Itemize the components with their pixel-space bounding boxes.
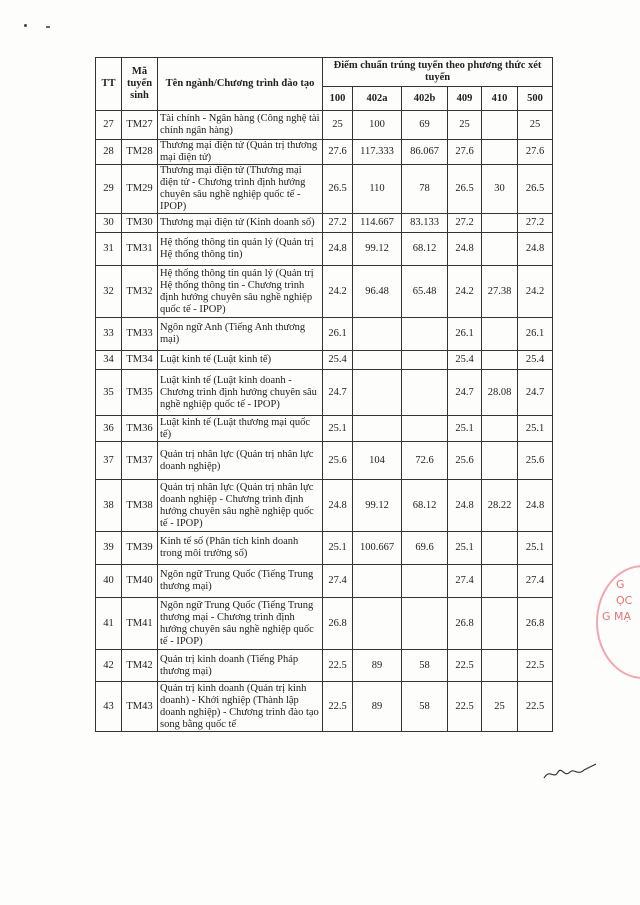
row-score-410: [482, 318, 518, 351]
row-code: TM39: [122, 532, 158, 565]
row-program-name: Kinh tế số (Phân tích kinh doanh trong môi trường số): [158, 532, 323, 565]
row-score-409: 27.6: [448, 140, 482, 165]
row-tt: 33: [96, 318, 122, 351]
row-code: TM36: [122, 416, 158, 442]
row-code: TM34: [122, 351, 158, 370]
row-score-500: 24.2: [518, 266, 553, 318]
row-tt: 40: [96, 565, 122, 598]
row-score-410: 28.22: [482, 480, 518, 532]
row-score-410: [482, 442, 518, 480]
table-row: [96, 565, 553, 598]
row-score-500: 25.1: [518, 416, 553, 442]
row-program-name: Ngôn ngữ Anh (Tiếng Anh thương mại): [158, 318, 323, 351]
row-score-100: 24.8: [323, 233, 353, 266]
row-score-402b: 69: [402, 111, 448, 140]
row-score-402a: 117.333: [353, 140, 402, 165]
table-row: [96, 480, 553, 532]
row-score-500: 26.8: [518, 598, 553, 650]
row-tt: 41: [96, 598, 122, 650]
row-score-410: [482, 214, 518, 233]
row-score-100: 25.1: [323, 532, 353, 565]
row-program-name: Ngôn ngữ Trung Quốc (Tiếng Trung thương mại - Chương trình định hướng chuyên sâu nghề nghiệp quốc tế - IPOP): [158, 598, 323, 650]
header-score-group: Điểm chuẩn trúng tuyển theo phương thức xét tuyển: [323, 58, 553, 87]
table-row: [96, 650, 553, 682]
row-score-409: 25: [448, 111, 482, 140]
row-score-500: 26.5: [518, 165, 553, 214]
row-score-402a: 96.48: [353, 266, 402, 318]
table-row: [96, 682, 553, 732]
header-method-409: 409: [448, 87, 482, 111]
row-score-402a: 89: [353, 682, 402, 732]
row-program-name: Tài chính - Ngân hàng (Công nghệ tài chính ngân hàng): [158, 111, 323, 140]
row-score-409: 24.8: [448, 480, 482, 532]
row-score-402b: 72.6: [402, 442, 448, 480]
row-score-100: 26.5: [323, 165, 353, 214]
row-score-402b: 78: [402, 165, 448, 214]
row-score-410: [482, 140, 518, 165]
row-score-410: [482, 416, 518, 442]
row-score-402a: 110: [353, 165, 402, 214]
row-score-402a: 114.667: [353, 214, 402, 233]
signature-initials: [540, 760, 600, 784]
row-code: TM28: [122, 140, 158, 165]
row-score-100: 25.4: [323, 351, 353, 370]
row-code: TM40: [122, 565, 158, 598]
table-row: [96, 233, 553, 266]
row-tt: 27: [96, 111, 122, 140]
row-code: TM31: [122, 233, 158, 266]
row-code: TM42: [122, 650, 158, 682]
header-tt: TT: [96, 58, 122, 111]
row-tt: 35: [96, 370, 122, 416]
row-score-500: 22.5: [518, 682, 553, 732]
row-score-402b: [402, 318, 448, 351]
row-tt: 43: [96, 682, 122, 732]
row-score-402b: [402, 351, 448, 370]
row-score-500: 25.4: [518, 351, 553, 370]
table-row: [96, 416, 553, 442]
row-score-402a: 99.12: [353, 480, 402, 532]
row-tt: 37: [96, 442, 122, 480]
row-score-500: 27.4: [518, 565, 553, 598]
header-method-402b: 402b: [402, 87, 448, 111]
row-score-402a: 99.12: [353, 233, 402, 266]
table-row: [96, 351, 553, 370]
official-stamp: [596, 565, 640, 675]
row-score-402b: 58: [402, 682, 448, 732]
row-tt: 29: [96, 165, 122, 214]
row-tt: 42: [96, 650, 122, 682]
row-score-409: 22.5: [448, 650, 482, 682]
row-score-402b: [402, 565, 448, 598]
header-method-410: 410: [482, 87, 518, 111]
row-score-402b: 65.48: [402, 266, 448, 318]
row-score-100: 27.2: [323, 214, 353, 233]
table-row: [96, 165, 553, 214]
stamp-text: G: [616, 578, 625, 591]
row-score-410: 25: [482, 682, 518, 732]
row-tt: 39: [96, 532, 122, 565]
stamp-text: ỌC: [616, 594, 633, 607]
row-score-500: 24.8: [518, 480, 553, 532]
row-score-402a: [353, 416, 402, 442]
row-score-410: 28.08: [482, 370, 518, 416]
row-score-100: 27.4: [323, 565, 353, 598]
row-score-409: 25.6: [448, 442, 482, 480]
row-program-name: Hệ thống thông tin quản lý (Quản trị Hệ thống thông tin): [158, 233, 323, 266]
row-score-409: 26.8: [448, 598, 482, 650]
row-program-name: Thương mại điện tử (Quản trị thương mại điện tử): [158, 140, 323, 165]
row-score-402a: [353, 370, 402, 416]
row-score-500: 25.1: [518, 532, 553, 565]
row-score-500: 24.7: [518, 370, 553, 416]
row-score-100: 25.1: [323, 416, 353, 442]
row-score-402b: 68.12: [402, 233, 448, 266]
row-score-100: 26.8: [323, 598, 353, 650]
row-score-409: 24.7: [448, 370, 482, 416]
header-name: Tên ngành/Chương trình đào tạo: [158, 58, 323, 111]
row-code: TM41: [122, 598, 158, 650]
row-code: TM30: [122, 214, 158, 233]
row-score-500: 25: [518, 111, 553, 140]
row-score-410: [482, 351, 518, 370]
row-tt: 32: [96, 266, 122, 318]
row-tt: 28: [96, 140, 122, 165]
row-tt: 31: [96, 233, 122, 266]
row-program-name: Quản trị nhân lực (Quản trị nhân lực doanh nghiệp - Chương trình định hướng chuyên sâu nghề nghiệp quốc tế - IPOP): [158, 480, 323, 532]
row-score-410: [482, 650, 518, 682]
row-program-name: Luật kinh tế (Luật thương mại quốc tế): [158, 416, 323, 442]
row-score-410: [482, 532, 518, 565]
row-code: TM27: [122, 111, 158, 140]
row-score-409: 25.4: [448, 351, 482, 370]
row-score-402a: 89: [353, 650, 402, 682]
row-score-402a: [353, 318, 402, 351]
row-score-500: 26.1: [518, 318, 553, 351]
stamp-text: G MẠ: [602, 610, 632, 623]
row-score-100: 24.8: [323, 480, 353, 532]
row-score-100: 25: [323, 111, 353, 140]
row-program-name: Hệ thống thông tin quản lý (Quản trị Hệ thống thông tin - Chương trình định hướng chuyên sâu nghề nghiệp quốc tế - IPOP): [158, 266, 323, 318]
header-method-500: 500: [518, 87, 553, 111]
row-score-410: [482, 565, 518, 598]
table-row: [96, 318, 553, 351]
row-score-402b: [402, 416, 448, 442]
row-score-402a: [353, 565, 402, 598]
row-score-402a: [353, 351, 402, 370]
row-score-409: 26.5: [448, 165, 482, 214]
row-score-100: 22.5: [323, 682, 353, 732]
table-row: [96, 598, 553, 650]
row-score-409: 25.1: [448, 532, 482, 565]
row-score-100: 25.6: [323, 442, 353, 480]
row-score-500: 25.6: [518, 442, 553, 480]
header-method-100: 100: [323, 87, 353, 111]
row-score-402b: 58: [402, 650, 448, 682]
row-program-name: Thương mại điện tử (Kinh doanh số): [158, 214, 323, 233]
row-score-402a: 100.667: [353, 532, 402, 565]
row-score-409: 27.4: [448, 565, 482, 598]
row-tt: 30: [96, 214, 122, 233]
row-score-100: 27.6: [323, 140, 353, 165]
row-score-500: 27.6: [518, 140, 553, 165]
speck-mark: [24, 24, 27, 27]
row-score-409: 24.2: [448, 266, 482, 318]
row-program-name: Quản trị kinh doanh (Tiếng Pháp thương mại): [158, 650, 323, 682]
admission-scores-table: [95, 57, 553, 732]
row-score-100: 24.7: [323, 370, 353, 416]
row-score-409: 27.2: [448, 214, 482, 233]
row-score-402b: [402, 370, 448, 416]
row-tt: 34: [96, 351, 122, 370]
row-score-410: 30: [482, 165, 518, 214]
row-tt: 36: [96, 416, 122, 442]
row-score-402a: 100: [353, 111, 402, 140]
header-code: Mã tuyển sinh: [122, 58, 158, 111]
row-score-410: [482, 233, 518, 266]
table-row: [96, 532, 553, 565]
row-score-402b: 69.6: [402, 532, 448, 565]
row-score-500: 27.2: [518, 214, 553, 233]
table-row: [96, 442, 553, 480]
table-row: [96, 214, 553, 233]
row-score-402b: 86.067: [402, 140, 448, 165]
row-score-409: 26.1: [448, 318, 482, 351]
row-score-100: 24.2: [323, 266, 353, 318]
row-score-402a: [353, 598, 402, 650]
row-code: TM37: [122, 442, 158, 480]
row-score-410: [482, 598, 518, 650]
row-code: TM32: [122, 266, 158, 318]
row-program-name: Luật kinh tế (Luật kinh tế): [158, 351, 323, 370]
row-code: TM33: [122, 318, 158, 351]
row-code: TM29: [122, 165, 158, 214]
row-code: TM43: [122, 682, 158, 732]
row-code: TM38: [122, 480, 158, 532]
row-tt: 38: [96, 480, 122, 532]
row-score-402a: 104: [353, 442, 402, 480]
row-program-name: Quản trị kinh doanh (Quản trị kinh doanh) - Khởi nghiệp (Thành lập doanh nghiệp) - Chương trình đào tạo song bằng quốc tế: [158, 682, 323, 732]
row-program-name: Quản trị nhân lực (Quản trị nhân lực doanh nghiệp): [158, 442, 323, 480]
row-score-100: 22.5: [323, 650, 353, 682]
speck-mark: [46, 26, 50, 28]
row-score-100: 26.1: [323, 318, 353, 351]
table-row: [96, 111, 553, 140]
header-method-402a: 402a: [353, 87, 402, 111]
row-score-409: 24.8: [448, 233, 482, 266]
row-program-name: Luật kinh tế (Luật kinh doanh - Chương trình định hướng chuyên sâu nghề nghiệp quốc tế - IPOP): [158, 370, 323, 416]
row-score-409: 25.1: [448, 416, 482, 442]
row-code: TM35: [122, 370, 158, 416]
row-score-410: 27.38: [482, 266, 518, 318]
row-program-name: Thương mại điện tử (Thương mại điện tử - Chương trình định hướng chuyên sâu nghề nghiệp quốc tế - IPOP): [158, 165, 323, 214]
row-program-name: Ngôn ngữ Trung Quốc (Tiếng Trung thương mại): [158, 565, 323, 598]
row-score-410: [482, 111, 518, 140]
table-row: [96, 140, 553, 165]
row-score-402b: 68.12: [402, 480, 448, 532]
table-row: [96, 370, 553, 416]
row-score-409: 22.5: [448, 682, 482, 732]
row-score-500: 22.5: [518, 650, 553, 682]
table-row: [96, 266, 553, 318]
row-score-402b: [402, 598, 448, 650]
row-score-500: 24.8: [518, 233, 553, 266]
row-score-402b: 83.133: [402, 214, 448, 233]
